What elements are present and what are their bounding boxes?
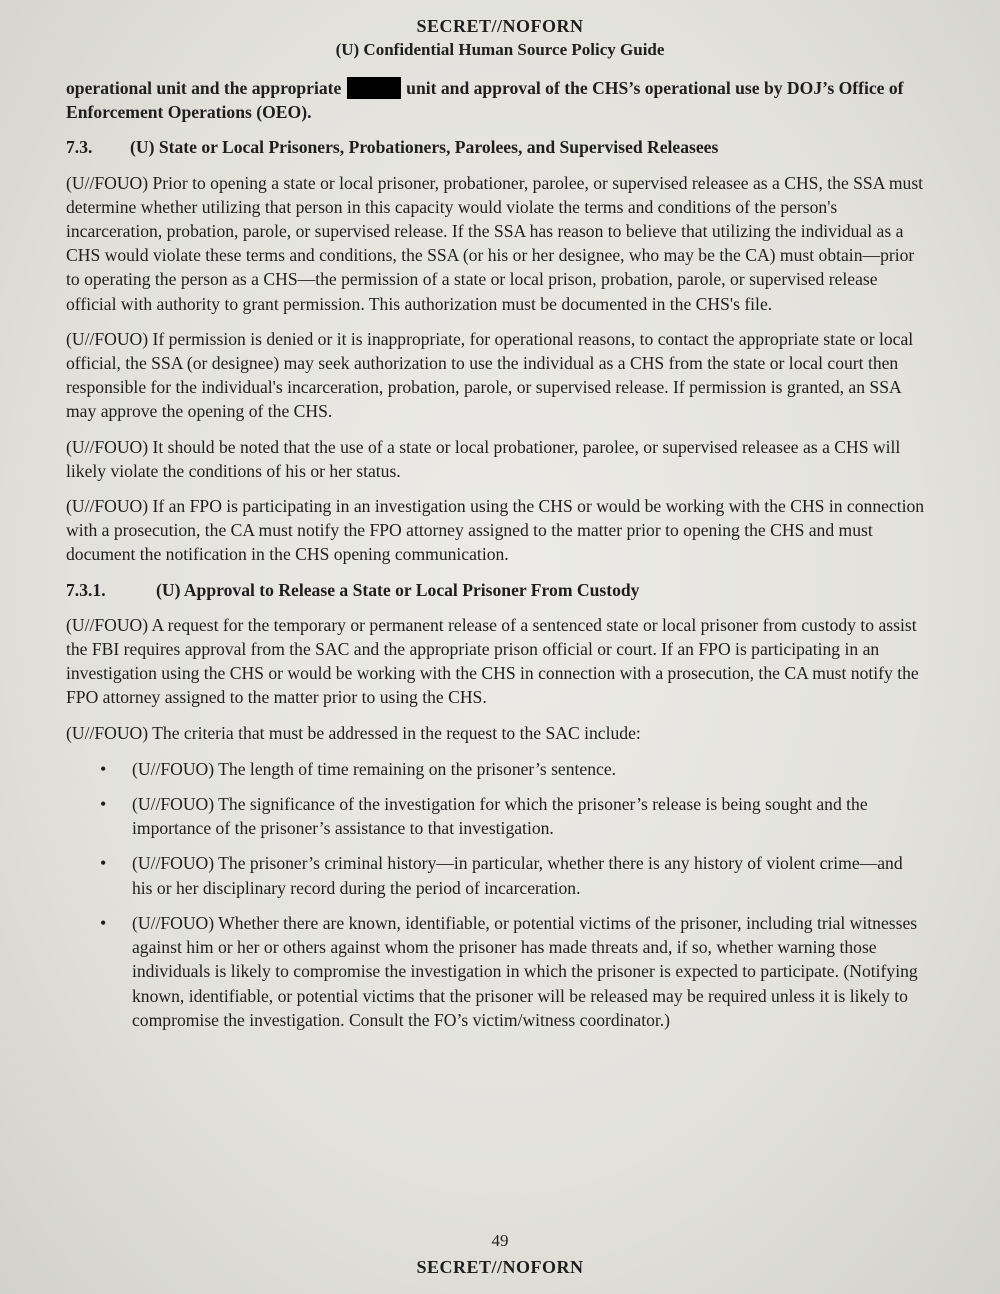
section-heading-7-3 [66, 135, 926, 159]
list-item-text: (U//FOUO) The prisoner’s criminal history—in particular, whether there is any history of violent crime—and his or her disciplinary record during the period of incarceration. [132, 853, 903, 898]
page-number: 49 [491, 1231, 509, 1250]
footer-classification: SECRET//NOFORN [416, 1257, 584, 1277]
subsection-number: 7.3.1. [66, 579, 106, 600]
paragraph: (U//FOUO) If an FPO is participating in an investigation using the CHS or would be working with the CHS in connection with a prosecution, the CA must notify the FPO attorney assigned to the matter prior to opening the CHS and must document the notification in the CHS opening communication. [66, 496, 925, 565]
header-guide-title: (U) Confidential Human Source Policy Guide [335, 40, 665, 59]
intro-text-part1: operational unit and the appropriate [66, 78, 342, 98]
page-header [0, 14, 1000, 62]
subsection-title: (U) Approval to Release a State or Local Prisoner From Custody [156, 579, 640, 600]
bullet-icon: • [100, 794, 107, 815]
paragraph: (U//FOUO) Prior to opening a state or local prisoner, probationer, parolee, or supervised releasee as a CHS, the SSA must determine whether utilizing that person in this capacity would violate the terms and conditions of the person's incarceration, probation, parole, or supervised release. If the SSA has reason to believe that utilizing the individual as a CHS would violate these terms and conditions, the SSA (or his or her designee, who may be the CA) must obtain—prior to operating the person as a CHS—the permission of a state or local prison, probation, parole, or supervised release official with authority to grant permission. This authorization must be documented in the CHS's file. [66, 172, 924, 314]
section-number: 7.3. [66, 137, 93, 158]
paragraph: (U//FOUO) The criteria that must be addressed in the request to the SAC include: [66, 722, 641, 743]
list-item-text: (U//FOUO) Whether there are known, identifiable, or potential victims of the prisoner, including trial witnesses against him or her or others against whom the prisoner has made threats and, if so, whether warning those individuals is likely to compromise the investigation in which the prisoner is expected to participate. (Notifying known, identifiable, or potential victims that the prisoner will be released may be required unless it is likely to compromise the investigation. Consult the FO’s victim/witness coordinator.) [132, 912, 918, 1030]
list-item [66, 757, 926, 781]
section-title: (U) State or Local Prisoners, Probationers, Parolees, and Supervised Releasees [130, 137, 719, 158]
paragraph: (U//FOUO) It should be noted that the use of a state or local probationer, parolee, or supervised releasee as a CHS will likely violate the conditions of his or her status. [66, 436, 901, 481]
intro-text-part2: unit and approval of the CHS’s operational use by DOJ’s Office of Enforcement Operations (OEO). [66, 78, 904, 123]
bullet-icon: • [100, 853, 107, 874]
document-body [66, 76, 926, 1043]
page-footer [0, 1228, 1000, 1280]
bullet-icon: • [100, 912, 107, 933]
header-classification: SECRET//NOFORN [416, 16, 584, 36]
bullet-icon: • [100, 758, 107, 779]
list-item [66, 851, 926, 899]
list-item-text: (U//FOUO) The length of time remaining on the prisoner’s sentence. [132, 758, 617, 779]
paragraph: (U//FOUO) A request for the temporary or permanent release of a sentenced state or local prisoner from custody to assist the FBI requires approval from the SAC and the appropriate prison official or court. If an FPO is participating in an investigation using the CHS or would be working with the CHS in connection with a prosecution, the CA must notify the FPO attorney assigned to the matter prior to using the CHS. [66, 614, 919, 708]
intro-paragraph [66, 76, 926, 124]
paragraph: (U//FOUO) If permission is denied or it is inappropriate, for operational reasons, to contact the appropriate state or local official, the SSA (or designee) may seek authorization to use the individual as a CHS from the state or local court then responsible for the individual's incarceration, probation, parole, or supervised release. If permission is granted, an SSA may approve the opening of the CHS. [66, 328, 914, 422]
criteria-list [66, 757, 926, 1032]
redaction-box [347, 77, 401, 99]
list-item-text: (U//FOUO) The significance of the investigation for which the prisoner’s release is being sought and the importance of the prisoner’s assistance to that investigation. [132, 794, 868, 839]
list-item [66, 792, 926, 840]
list-item [66, 911, 926, 1032]
section-heading-7-3-1 [66, 578, 926, 602]
